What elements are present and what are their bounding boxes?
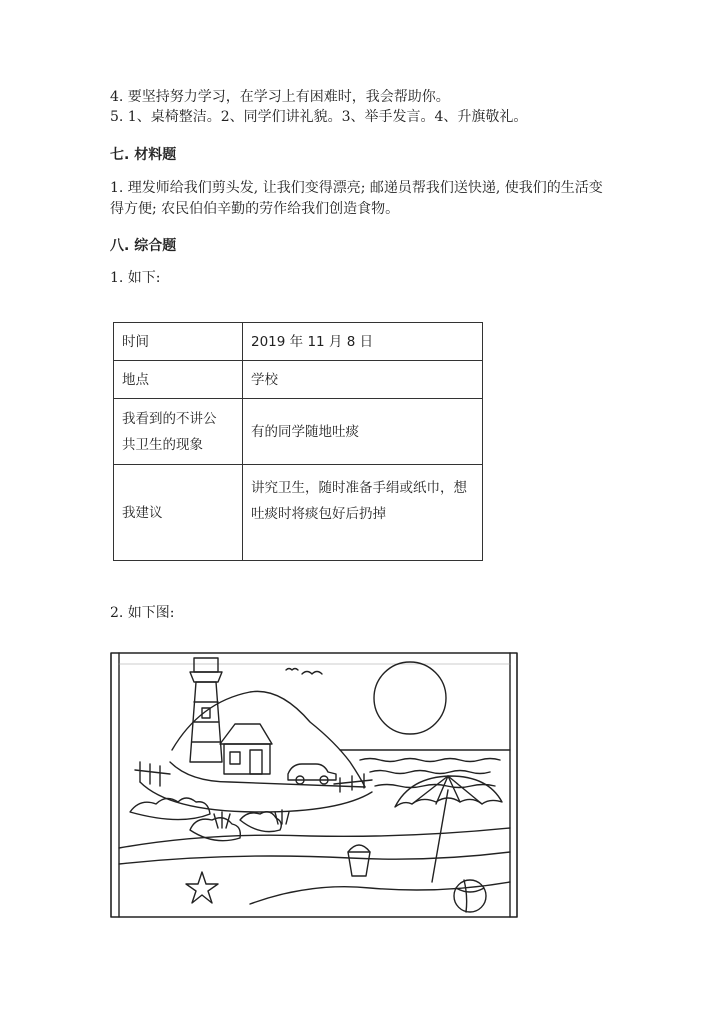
table-key-line: 我看到的不讲公 bbox=[122, 410, 217, 427]
bucket-icon bbox=[348, 845, 370, 876]
answer-item-4: 4. 要坚持努力学习，在学习上有困难时，我会帮助你。 bbox=[110, 89, 450, 105]
house-icon bbox=[220, 724, 272, 774]
table-key-cell bbox=[114, 399, 243, 465]
table-value-cell bbox=[243, 465, 483, 561]
beach-coloring-picture bbox=[110, 652, 518, 918]
lighthouse-icon bbox=[190, 658, 222, 762]
section-heading-8: 八. 综合题 bbox=[110, 238, 177, 254]
sun-icon bbox=[374, 662, 446, 734]
table-key-cell: 地点 bbox=[114, 361, 243, 399]
bird-icon bbox=[286, 669, 298, 671]
table-value-line: 吐痰时将痰包好后扔掉 bbox=[251, 506, 386, 522]
table-row bbox=[114, 399, 483, 465]
bird-icon bbox=[302, 672, 322, 675]
beach-ball-icon bbox=[454, 880, 486, 912]
table-value-cell: 2019 年 11 月 8 日 bbox=[243, 323, 483, 361]
section-heading-7: 七. 材料题 bbox=[110, 147, 177, 163]
table-row bbox=[114, 361, 483, 399]
table-value-cell: 学校 bbox=[243, 361, 483, 399]
table-key-line: 共卫生的现象 bbox=[122, 436, 203, 453]
table-value-cell: 有的同学随地吐痰 bbox=[243, 399, 483, 465]
table-key-cell: 时间 bbox=[114, 323, 243, 361]
question-1-label: 1. 如下: bbox=[110, 270, 161, 286]
table-value-line: 讲究卫生，随时准备手绢或纸巾，想 bbox=[251, 480, 467, 496]
material-answer-line-1: 1. 理发师给我们剪头发, 让我们变得漂亮; 邮递员帮我们送快递, 使我们的生活变 bbox=[110, 180, 603, 196]
material-answer-line-2: 得方便; 农民伯伯辛勤的劳作给我们创造食物。 bbox=[110, 201, 400, 217]
answer-item-5: 5. 1、桌椅整洁。2、同学们讲礼貌。3、举手发言。4、升旗敬礼。 bbox=[110, 109, 528, 125]
table-row bbox=[114, 465, 483, 561]
table-key-cell: 我建议 bbox=[114, 465, 243, 561]
question-2-label: 2. 如下图: bbox=[110, 605, 175, 621]
starfish-icon bbox=[186, 872, 218, 903]
car-icon bbox=[288, 764, 336, 784]
beach-umbrella-icon bbox=[395, 776, 502, 882]
table-row bbox=[114, 323, 483, 361]
record-table bbox=[113, 322, 483, 561]
